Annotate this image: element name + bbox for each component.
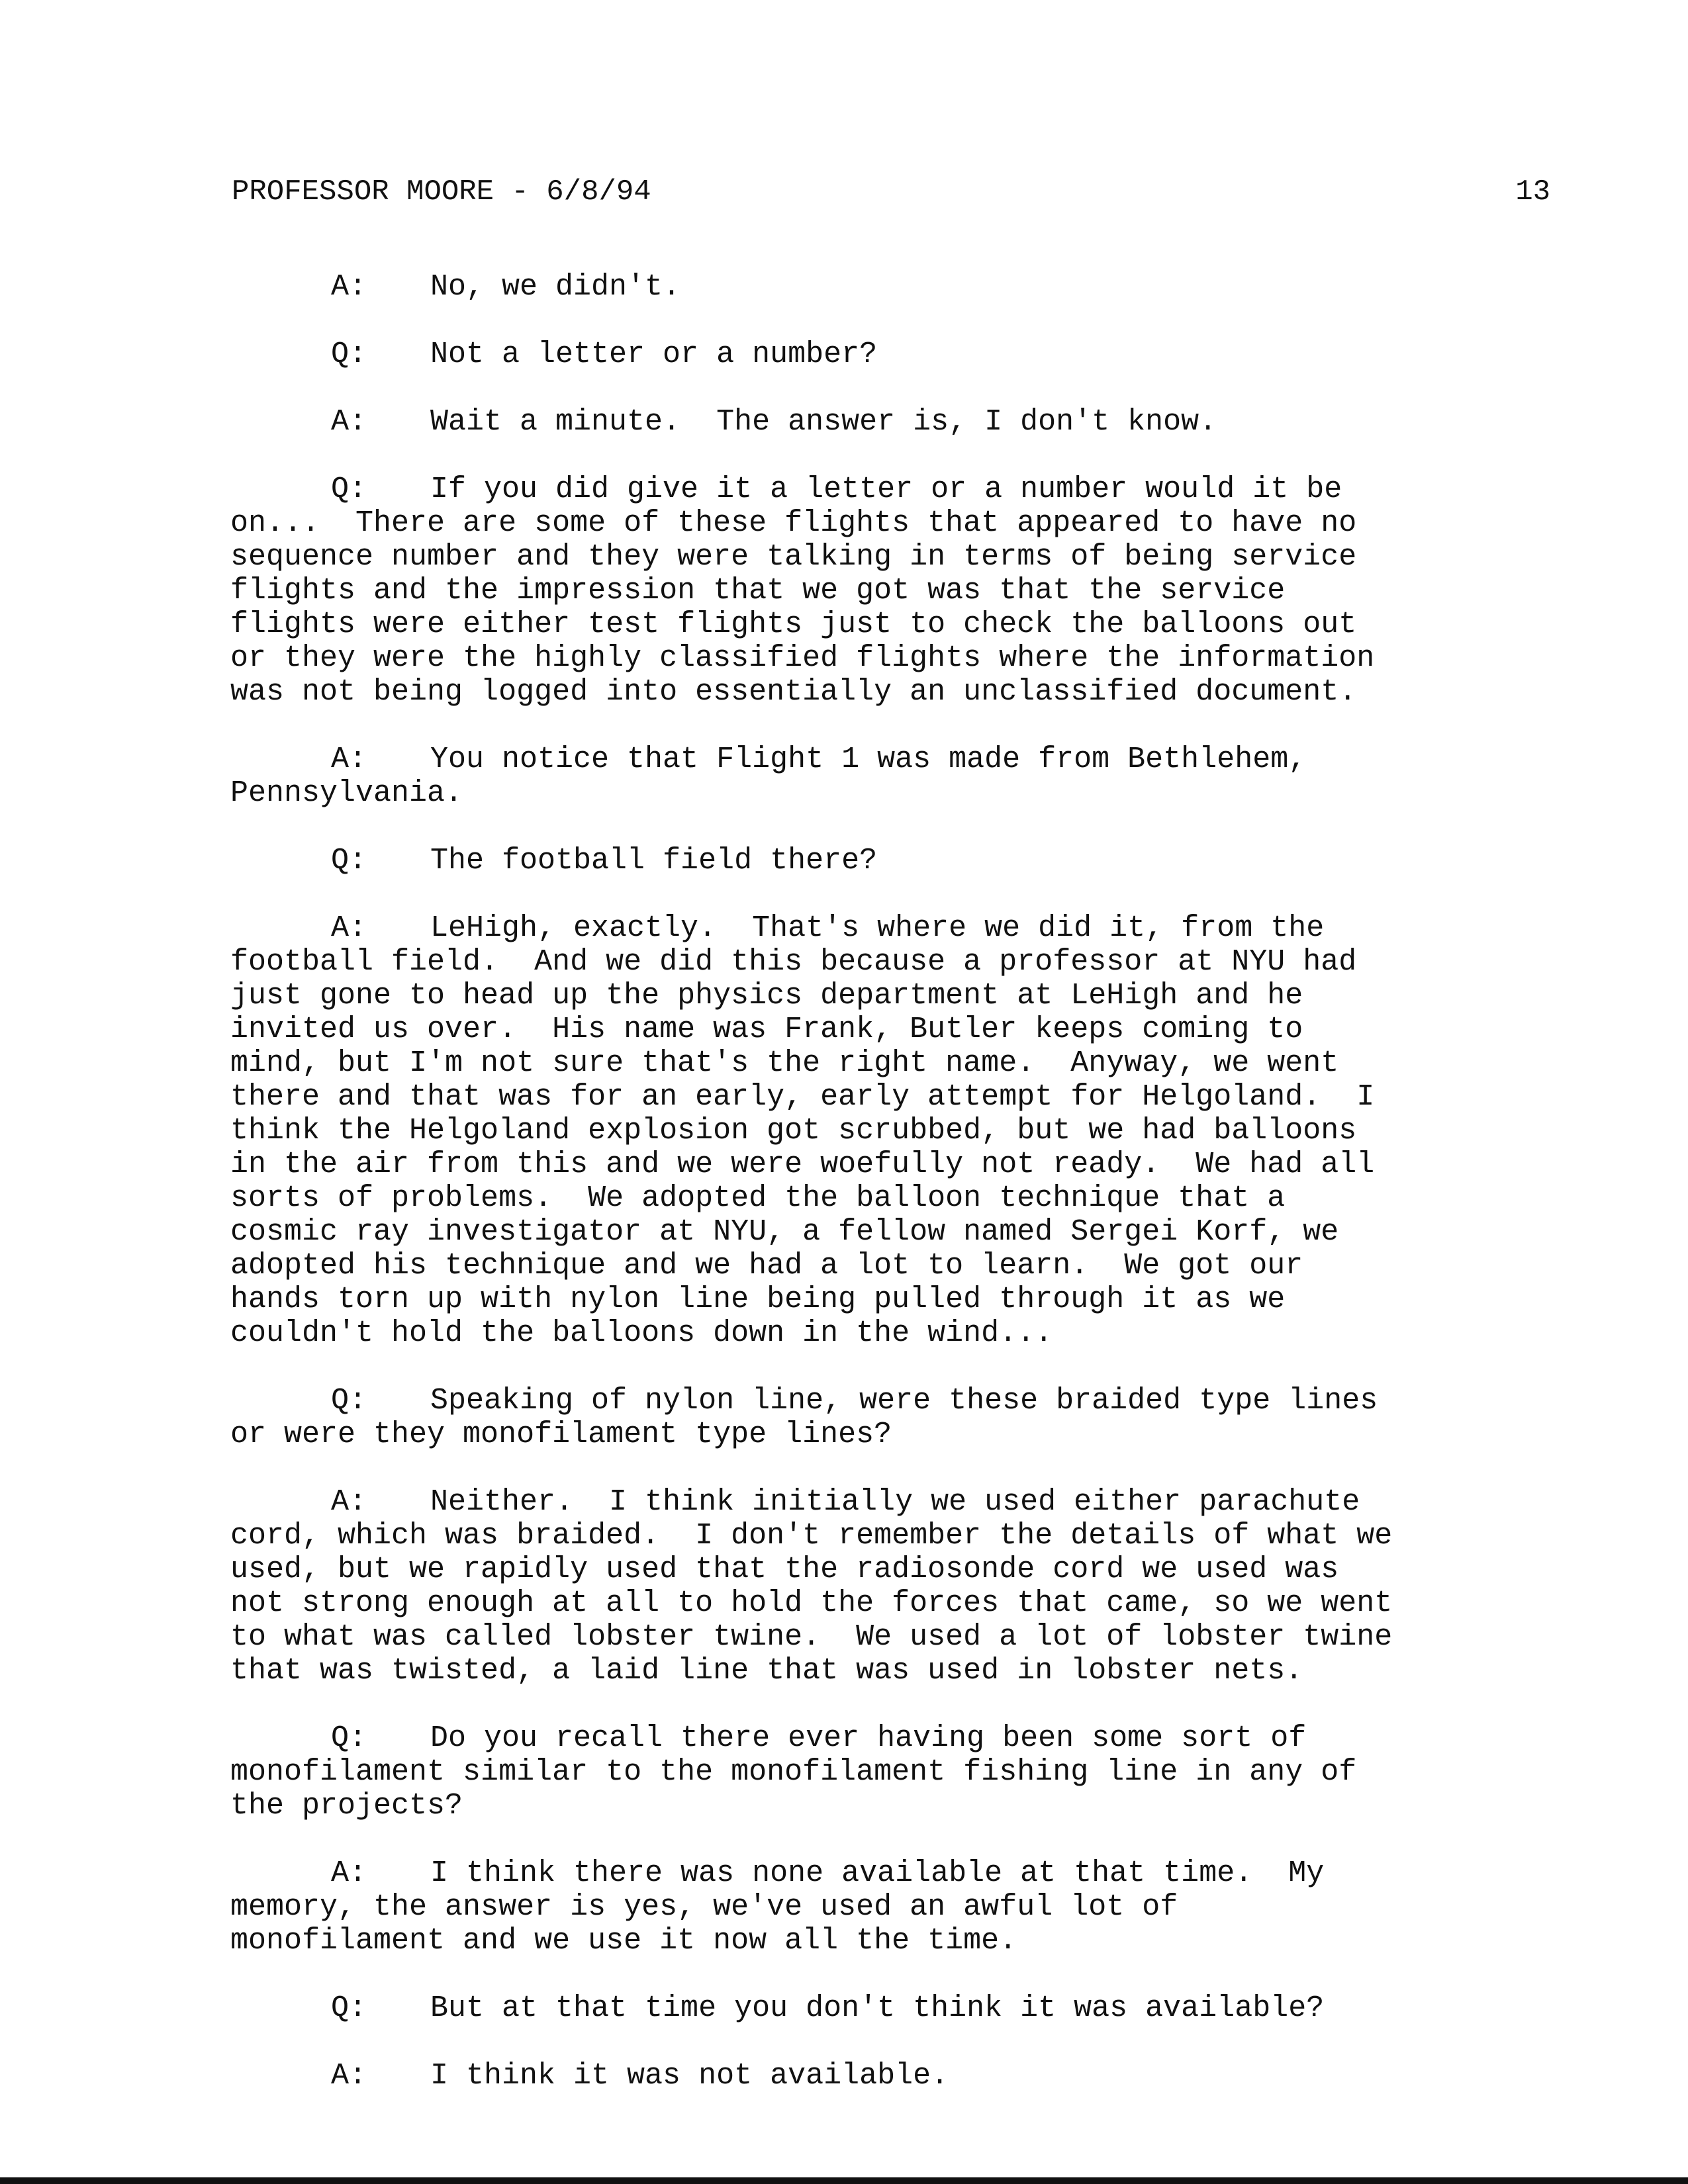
line-text: cord, which was braided. I don't remember the details of what we [230, 1519, 1393, 1553]
paragraph-line [230, 1519, 1554, 1553]
paragraph-line [230, 675, 1554, 709]
line-text: cosmic ray investigator at NYU, a fellow named Sergei Korf, we [230, 1215, 1339, 1249]
paragraph-line [230, 506, 1554, 540]
line-text: to what was called lobster twine. We used a lot of lobster twine [230, 1620, 1393, 1654]
speaker-label: A: [331, 2059, 367, 2093]
line-text: monofilament and we use it now all the time. [230, 1924, 1017, 1958]
transcript-paragraph [230, 911, 1554, 1350]
transcript-paragraph [230, 338, 1554, 371]
speaker-label: A: [331, 405, 367, 439]
line-text: there and that was for an early, early attempt for Helgoland. I [230, 1080, 1375, 1114]
paragraph-line [230, 776, 1554, 810]
header-title: PROFESSOR MOORE - 6/8/94 [232, 175, 651, 208]
line-text: on... There are some of these flights that appeared to have no [230, 506, 1357, 540]
line-text: sorts of problems. We adopted the balloon technique that a [230, 1181, 1286, 1215]
line-text: used, but we rapidly used that the radiosonde cord we used was [230, 1553, 1339, 1586]
line-text: flights were either test flights just to check the balloons out [230, 608, 1357, 641]
line-text: sequence number and they were talking in terms of being service [230, 540, 1357, 574]
transcript-paragraph [230, 2059, 1554, 2093]
transcript-paragraph [230, 1856, 1554, 1958]
line-text: You notice that Flight 1 was made from Bethlehem, [430, 743, 1307, 776]
line-text: football field. And we did this because a professor at NYU had [230, 945, 1357, 979]
paragraph-line [230, 1215, 1554, 1249]
paragraph-line [230, 540, 1554, 574]
speaker-label: Q: [331, 1991, 367, 2025]
transcript-paragraph [230, 405, 1554, 439]
line-text: couldn't hold the balloons down in the wind... [230, 1316, 1053, 1350]
paragraph-line [230, 1418, 1554, 1451]
paragraph-first-line [230, 1856, 1554, 1890]
line-text: Neither. I think initially we used either parachute [430, 1485, 1360, 1519]
paragraph-line [230, 1249, 1554, 1283]
line-text: Not a letter or a number? [430, 338, 878, 371]
paragraph-line [230, 979, 1554, 1013]
transcript-paragraph [230, 1485, 1554, 1688]
speaker-label: A: [331, 1485, 367, 1519]
paragraph-line [230, 1553, 1554, 1586]
line-text: The football field there? [430, 844, 878, 878]
line-text: memory, the answer is yes, we've used an awful lot of [230, 1890, 1178, 1924]
line-text: invited us over. His name was Frank, Butler keeps coming to [230, 1013, 1303, 1046]
paragraph-first-line [230, 270, 1554, 304]
paragraph-line [230, 1755, 1554, 1789]
paragraph-first-line [230, 1721, 1554, 1755]
paragraph-first-line [230, 405, 1554, 439]
line-text: Do you recall there ever having been some sort of [430, 1721, 1307, 1755]
page-number: 13 [1515, 175, 1550, 208]
paragraph-first-line [230, 2059, 1554, 2093]
speaker-label: A: [331, 911, 367, 945]
line-text: flights and the impression that we got was that the service [230, 574, 1286, 608]
paragraph-line [230, 1046, 1554, 1080]
paragraph-line [230, 1114, 1554, 1148]
paragraph-first-line [230, 1485, 1554, 1519]
transcript-paragraph [230, 1991, 1554, 2025]
speaker-label: Q: [331, 1721, 367, 1755]
line-text: LeHigh, exactly. That's where we did it, from the [430, 911, 1325, 945]
line-text: not strong enough at all to hold the forces that came, so we went [230, 1586, 1393, 1620]
paragraph-line [230, 1789, 1554, 1823]
paragraph-first-line [230, 1991, 1554, 2025]
line-text: mind, but I'm not sure that's the right name. Anyway, we went [230, 1046, 1339, 1080]
transcript-paragraph [230, 1384, 1554, 1451]
paragraph-line [230, 1283, 1554, 1316]
page-header [232, 172, 1550, 212]
paragraph-first-line [230, 338, 1554, 371]
line-text: hands torn up with nylon line being pulled through it as we [230, 1283, 1286, 1316]
line-text: adopted his technique and we had a lot to learn. We got our [230, 1249, 1303, 1283]
transcript-paragraph [230, 270, 1554, 304]
speaker-label: Q: [331, 473, 367, 506]
paragraph-line [230, 1654, 1554, 1688]
paragraph-line [230, 1013, 1554, 1046]
paragraph-line [230, 1080, 1554, 1114]
paragraph-first-line [230, 743, 1554, 776]
line-text: Speaking of nylon line, were these braided type lines [430, 1384, 1378, 1418]
line-text: was not being logged into essentially an unclassified document. [230, 675, 1357, 709]
line-text: that was twisted, a laid line that was used in lobster nets. [230, 1654, 1303, 1688]
transcript-body [230, 270, 1554, 2126]
paragraph-line [230, 1620, 1554, 1654]
paragraph-first-line [230, 473, 1554, 506]
paragraph-line [230, 945, 1554, 979]
line-text: or were they monofilament type lines? [230, 1418, 892, 1451]
line-text: the projects? [230, 1789, 463, 1823]
paragraph-line [230, 1316, 1554, 1350]
line-text: or they were the highly classified flights where the information [230, 641, 1375, 675]
line-text: If you did give it a letter or a number would it be [430, 473, 1342, 506]
line-text: monofilament similar to the monofilament fishing line in any of [230, 1755, 1357, 1789]
paragraph-line [230, 641, 1554, 675]
speaker-label: A: [331, 1856, 367, 1890]
paragraph-line [230, 1890, 1554, 1924]
line-text: just gone to head up the physics department at LeHigh and he [230, 979, 1303, 1013]
paragraph-first-line [230, 844, 1554, 878]
paragraph-line [230, 608, 1554, 641]
paragraph-line [230, 1181, 1554, 1215]
line-text: No, we didn't. [430, 270, 681, 304]
transcript-paragraph [230, 743, 1554, 810]
transcript-paragraph [230, 473, 1554, 709]
speaker-label: Q: [331, 338, 367, 371]
line-text: Pennsylvania. [230, 776, 463, 810]
speaker-label: Q: [331, 1384, 367, 1418]
speaker-label: A: [331, 743, 367, 776]
speaker-label: Q: [331, 844, 367, 878]
paragraph-first-line [230, 1384, 1554, 1418]
line-text: But at that time you don't think it was available? [430, 1991, 1325, 2025]
line-text: in the air from this and we were woefully not ready. We had all [230, 1148, 1375, 1181]
paragraph-line [230, 1586, 1554, 1620]
bottom-edge-rule [0, 2177, 1688, 2184]
transcript-paragraph [230, 1721, 1554, 1823]
line-text: Wait a minute. The answer is, I don't know. [430, 405, 1217, 439]
speaker-label: A: [331, 270, 367, 304]
line-text: I think there was none available at that time. My [430, 1856, 1325, 1890]
paragraph-first-line [230, 911, 1554, 945]
paragraph-line [230, 1924, 1554, 1958]
transcript-paragraph [230, 844, 1554, 878]
line-text: think the Helgoland explosion got scrubbed, but we had balloons [230, 1114, 1357, 1148]
paragraph-line [230, 574, 1554, 608]
paragraph-line [230, 1148, 1554, 1181]
line-text: I think it was not available. [430, 2059, 949, 2093]
